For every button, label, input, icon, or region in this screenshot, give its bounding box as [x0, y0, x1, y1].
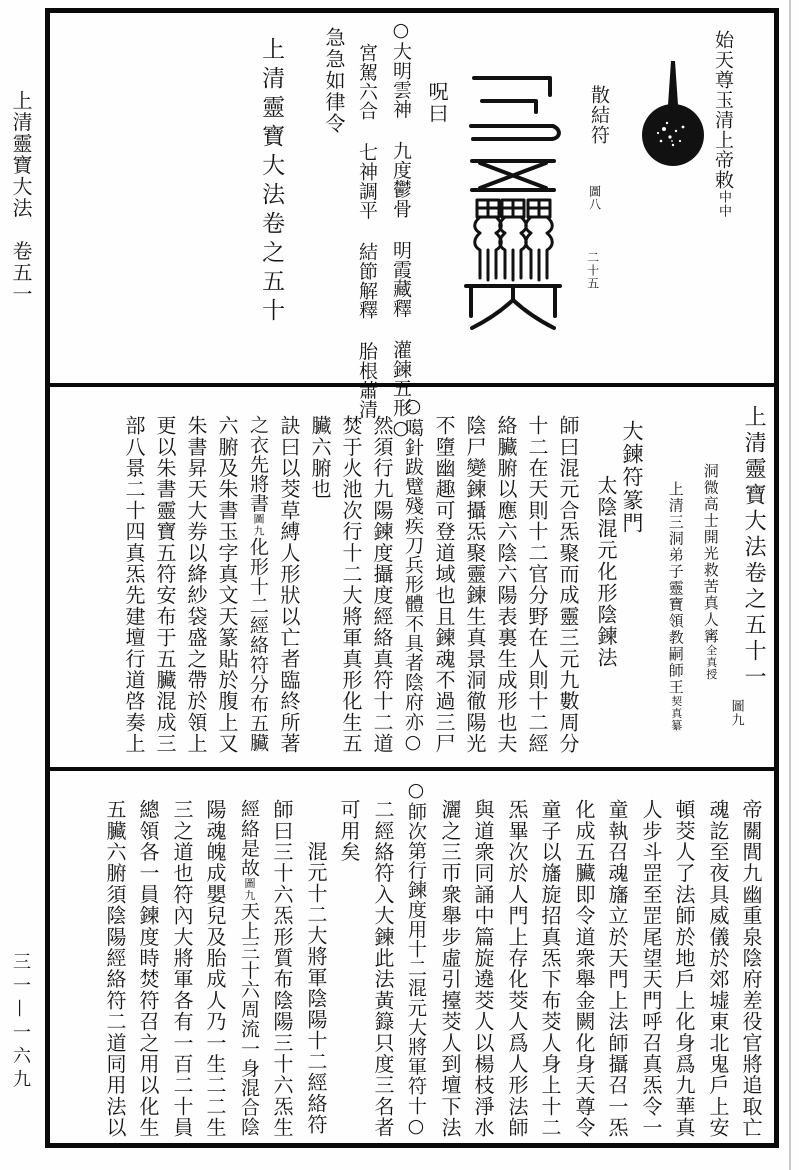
body-column: 童執召魂旛立於天門上法師攝召一炁 — [605, 799, 629, 1139]
body-column: 焚于火池次行十二大將軍真形化生五 — [339, 415, 363, 755]
figure-number: 圖九 — [728, 699, 744, 727]
body-column: 與道衆同誦中篇旋遶茭人以楊枝淨水 — [471, 799, 495, 1139]
seal-talisman-figure — [458, 66, 568, 338]
scroll-end-title: 上清靈寶大法卷之五十 — [258, 37, 285, 327]
edict-line: 始天尊玉清上帝敕中中 — [711, 30, 734, 218]
body-column: ○師次第行鍊度用十二混元大將軍符十○ — [404, 779, 427, 1138]
body-column: 部八景二十四真炁先建壇行道啓奏上 — [122, 415, 146, 755]
attribution: 洞微高士開光救苦真人寗全真授 — [701, 463, 720, 681]
body-column: 六腑及朱書玉字真文天篆貼於腹上又 — [215, 415, 239, 755]
subsection-heading: 混元十二大將軍陰陽十二經絡符 — [304, 841, 328, 1135]
register-middle — [50, 383, 774, 767]
body-column: 師曰三十六炁形質布陰陽三十六炁生 — [270, 799, 294, 1139]
body-column: 頓茭人了法師於地戶上化身爲九華真 — [672, 799, 696, 1139]
incantation-line: 宮駕六合 七神調平 結節解釋 胎根蕭清 — [355, 43, 378, 419]
body-column: 朱書昇天大券以絳紗袋盛之帶於領上 — [184, 415, 208, 755]
body-column: 更以朱書靈寶五符安布于五臟混成三 — [153, 415, 177, 755]
body-column: ○噶針跋躄殘疾刀兵形體不具者陰府亦○ — [401, 395, 424, 754]
body-column: 童子以旛旋招真炁下布茭人身上十二 — [538, 799, 562, 1139]
body-column: 灑之三帀衆舉步虛引擡茭人到壇下法 — [438, 799, 462, 1139]
body-column: 十二在天則十二官分野在人則十二經 — [525, 415, 549, 755]
scan-edge-artifact — [789, 0, 791, 1170]
attribution: 上清三洞弟子靈寶領教嗣師王契真纂 — [666, 481, 685, 732]
page-frame — [45, 8, 779, 1148]
body-column: 然須行九陽鍊度攝度經絡真符十二道 — [370, 415, 394, 755]
body-column: 陽魂魄成嬰兒及胎成人乃一生二二生 — [203, 799, 227, 1139]
body-column: 可用矣 — [337, 799, 361, 863]
body-column: 化成五臟即令道衆舉金闕化身天尊令 — [572, 799, 596, 1139]
incantation-line: ○大明雲神 九度鬱骨 明霞藏釋 灌鍊五形○ — [389, 19, 412, 440]
scroll-title: 上清靈寶大法卷之五十一 — [741, 405, 767, 691]
body-column: 二經絡符入大鍊此法黃籙只度三名者 — [371, 799, 395, 1139]
body-column: 總領各一員鍊度時焚符召之用以化生 — [136, 799, 160, 1139]
body-column: 炁畢次於人門上存化茭人爲人形法師 — [505, 799, 529, 1139]
talisman-label: 散結符 — [587, 85, 610, 145]
folio-number: 二十五 — [585, 251, 600, 290]
body-column: 之衣先將書圖九化形十二經絡符分布五臟 — [246, 415, 269, 753]
subsection-heading: 太陰混元化形陰鍊法 — [594, 475, 618, 669]
body-column: 五臟六腑須陰陽經絡符二道同用法以 — [103, 799, 127, 1139]
spine-title: 上清靈寶大法 卷五一 — [9, 90, 33, 305]
body-column: 師曰混元合炁聚而成靈三元九數周分 — [556, 415, 580, 755]
register-bottom — [50, 767, 774, 1143]
body-column: 陰尸變鍊攝炁聚靈鍊生真景洞徹陽光 — [463, 415, 487, 755]
body-column: 人步斗罡至罡尾望天門呼召真炁令一 — [639, 799, 663, 1139]
figure-number: 圖八 — [587, 185, 602, 211]
body-column: 臟六腑也 — [308, 415, 332, 500]
body-column: 三之道也符內大將軍各有一百二十員 — [170, 799, 194, 1139]
register-top — [50, 13, 774, 440]
incantation-heading: 呪曰 — [425, 81, 449, 125]
section-heading: 大鍊符篆門 — [620, 420, 645, 535]
body-column: 絡臟腑以應六陰六陽表裏生成形也夫 — [494, 415, 518, 755]
body-column: 訣曰以茭草縛人形狀以亡者臨終所著 — [277, 415, 301, 755]
page-number: 三一—一六九 — [10, 952, 31, 1093]
body-column: 經絡是故圖九天上三十六周流一身混合陰 — [237, 799, 260, 1137]
incantation-line: 急急如律令 — [322, 27, 346, 135]
body-column: 魂訖至夜具威儀於郊墟東北鬼戶上安 — [706, 799, 730, 1139]
orb-talisman-figure — [628, 53, 718, 178]
body-column: 帝關閭九幽重泉陰府差役官將追取亡 — [739, 799, 763, 1139]
body-column: 不墮幽趣可登道域也且鍊魂不過三尸 — [432, 415, 456, 755]
